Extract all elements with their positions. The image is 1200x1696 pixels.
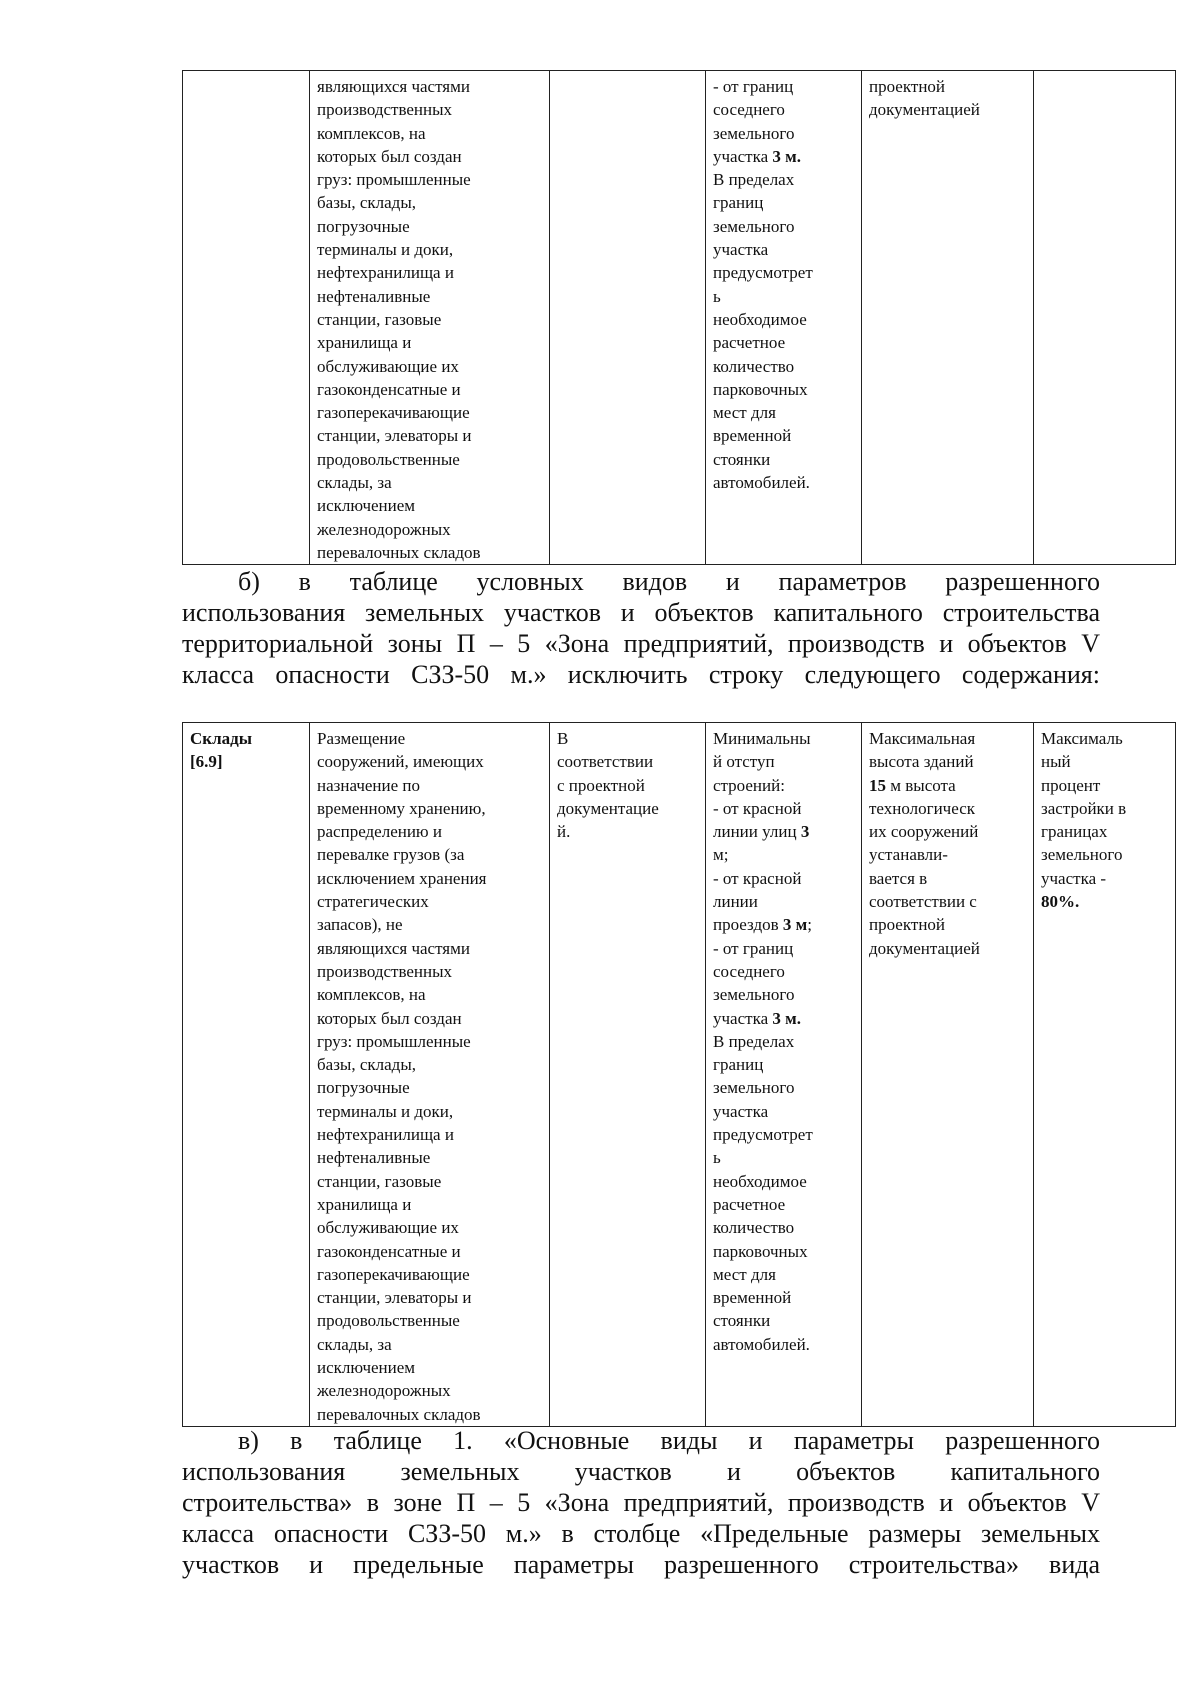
paragraph-line: использования земельных участков и объектов капитального строительства (182, 598, 1100, 627)
cell-setbacks: Минимальны й отступ строений: - от красной линии улиц 3 м; - от красной линии проездов 3 м; - от границ соседнего земельного участка 3 м. В пределах границ земельного участка предусмотрет ь необходимое расчетное количество парковочных мест для временной стоянки автомобилей. (706, 723, 862, 1427)
paragraph-line: класса опасности СЗЗ-50 м.» исключить строку следующего содержания: (182, 660, 1100, 689)
cell-max-coverage: Максималь ный процент застройки в границах земельного участка - 80%. (1034, 723, 1176, 1427)
table-continued-row (182, 70, 1176, 565)
paragraph-line: в) в таблице 1. «Основные виды и параметры разрешенного (238, 1426, 1100, 1455)
paragraph-line: б) в таблице условных видов и параметров разрешенного (238, 567, 1100, 596)
table-row (183, 723, 1176, 1427)
cell-setbacks: - от границ соседнего земельного участка 3 м. В пределах границ земельного участка предусмотрет ь необходимое расчетное количество парковочных мест для временной стоянки автомобилей. (706, 71, 862, 565)
cell-max-height: Максимальная высота зданий 15 м высота технологическ их сооружений устанавли- вается в соответствии с проектной документацией (862, 723, 1034, 1427)
paragraph-line: использования земельных участков и объектов капитального (182, 1457, 1100, 1486)
cell-plot-size: В соответствии с проектной документацие й. (550, 723, 706, 1427)
paragraph-line: строительства» в зоне П – 5 «Зона предприятий, производств и объектов V (182, 1488, 1100, 1517)
cell-type-name (183, 71, 310, 565)
cell-description: являющихся частями производственных комплексов, на которых был создан груз: промышленные базы, склады, погрузочные терминалы и доки, нефтехранилища и нефтеналивные станции, газовые хранилища и обслуживающие их газоконденсатные и газоперекачивающие станции, элеваторы и продовольственные склады, за исключением железнодорожных перевалочных складов (310, 71, 550, 565)
table-row (183, 71, 1176, 565)
cell-description: Размещение сооружений, имеющих назначение по временному хранению, распределению и перевалке грузов (за исключением хранения стратегических запасов), не являющихся частями производственных комплексов, на которых был создан груз: промышленные базы, склады, погрузочные терминалы и доки, нефтехранилища и нефтеналивные станции, газовые хранилища и обслуживающие их газоконденсатные и газоперекачивающие станции, элеваторы и продовольственные склады, за исключением железнодорожных перевалочных складов (310, 723, 550, 1427)
paragraph-b (182, 566, 1100, 690)
paragraph-v (182, 1425, 1100, 1580)
cell-type-name: Склады [6.9] (183, 723, 310, 1427)
table-excluded-row (182, 722, 1176, 1427)
cell-max-height: проектной документацией (862, 71, 1034, 565)
paragraph-line: класса опасности СЗЗ-50 м.» в столбце «Предельные размеры земельных (182, 1519, 1100, 1548)
paragraph-line: участков и предельные параметры разрешенного строительства» вида (182, 1550, 1100, 1579)
cell-max-coverage (1034, 71, 1176, 565)
cell-plot-size (550, 71, 706, 565)
paragraph-line: территориальной зоны П – 5 «Зона предприятий, производств и объектов V (182, 629, 1100, 658)
